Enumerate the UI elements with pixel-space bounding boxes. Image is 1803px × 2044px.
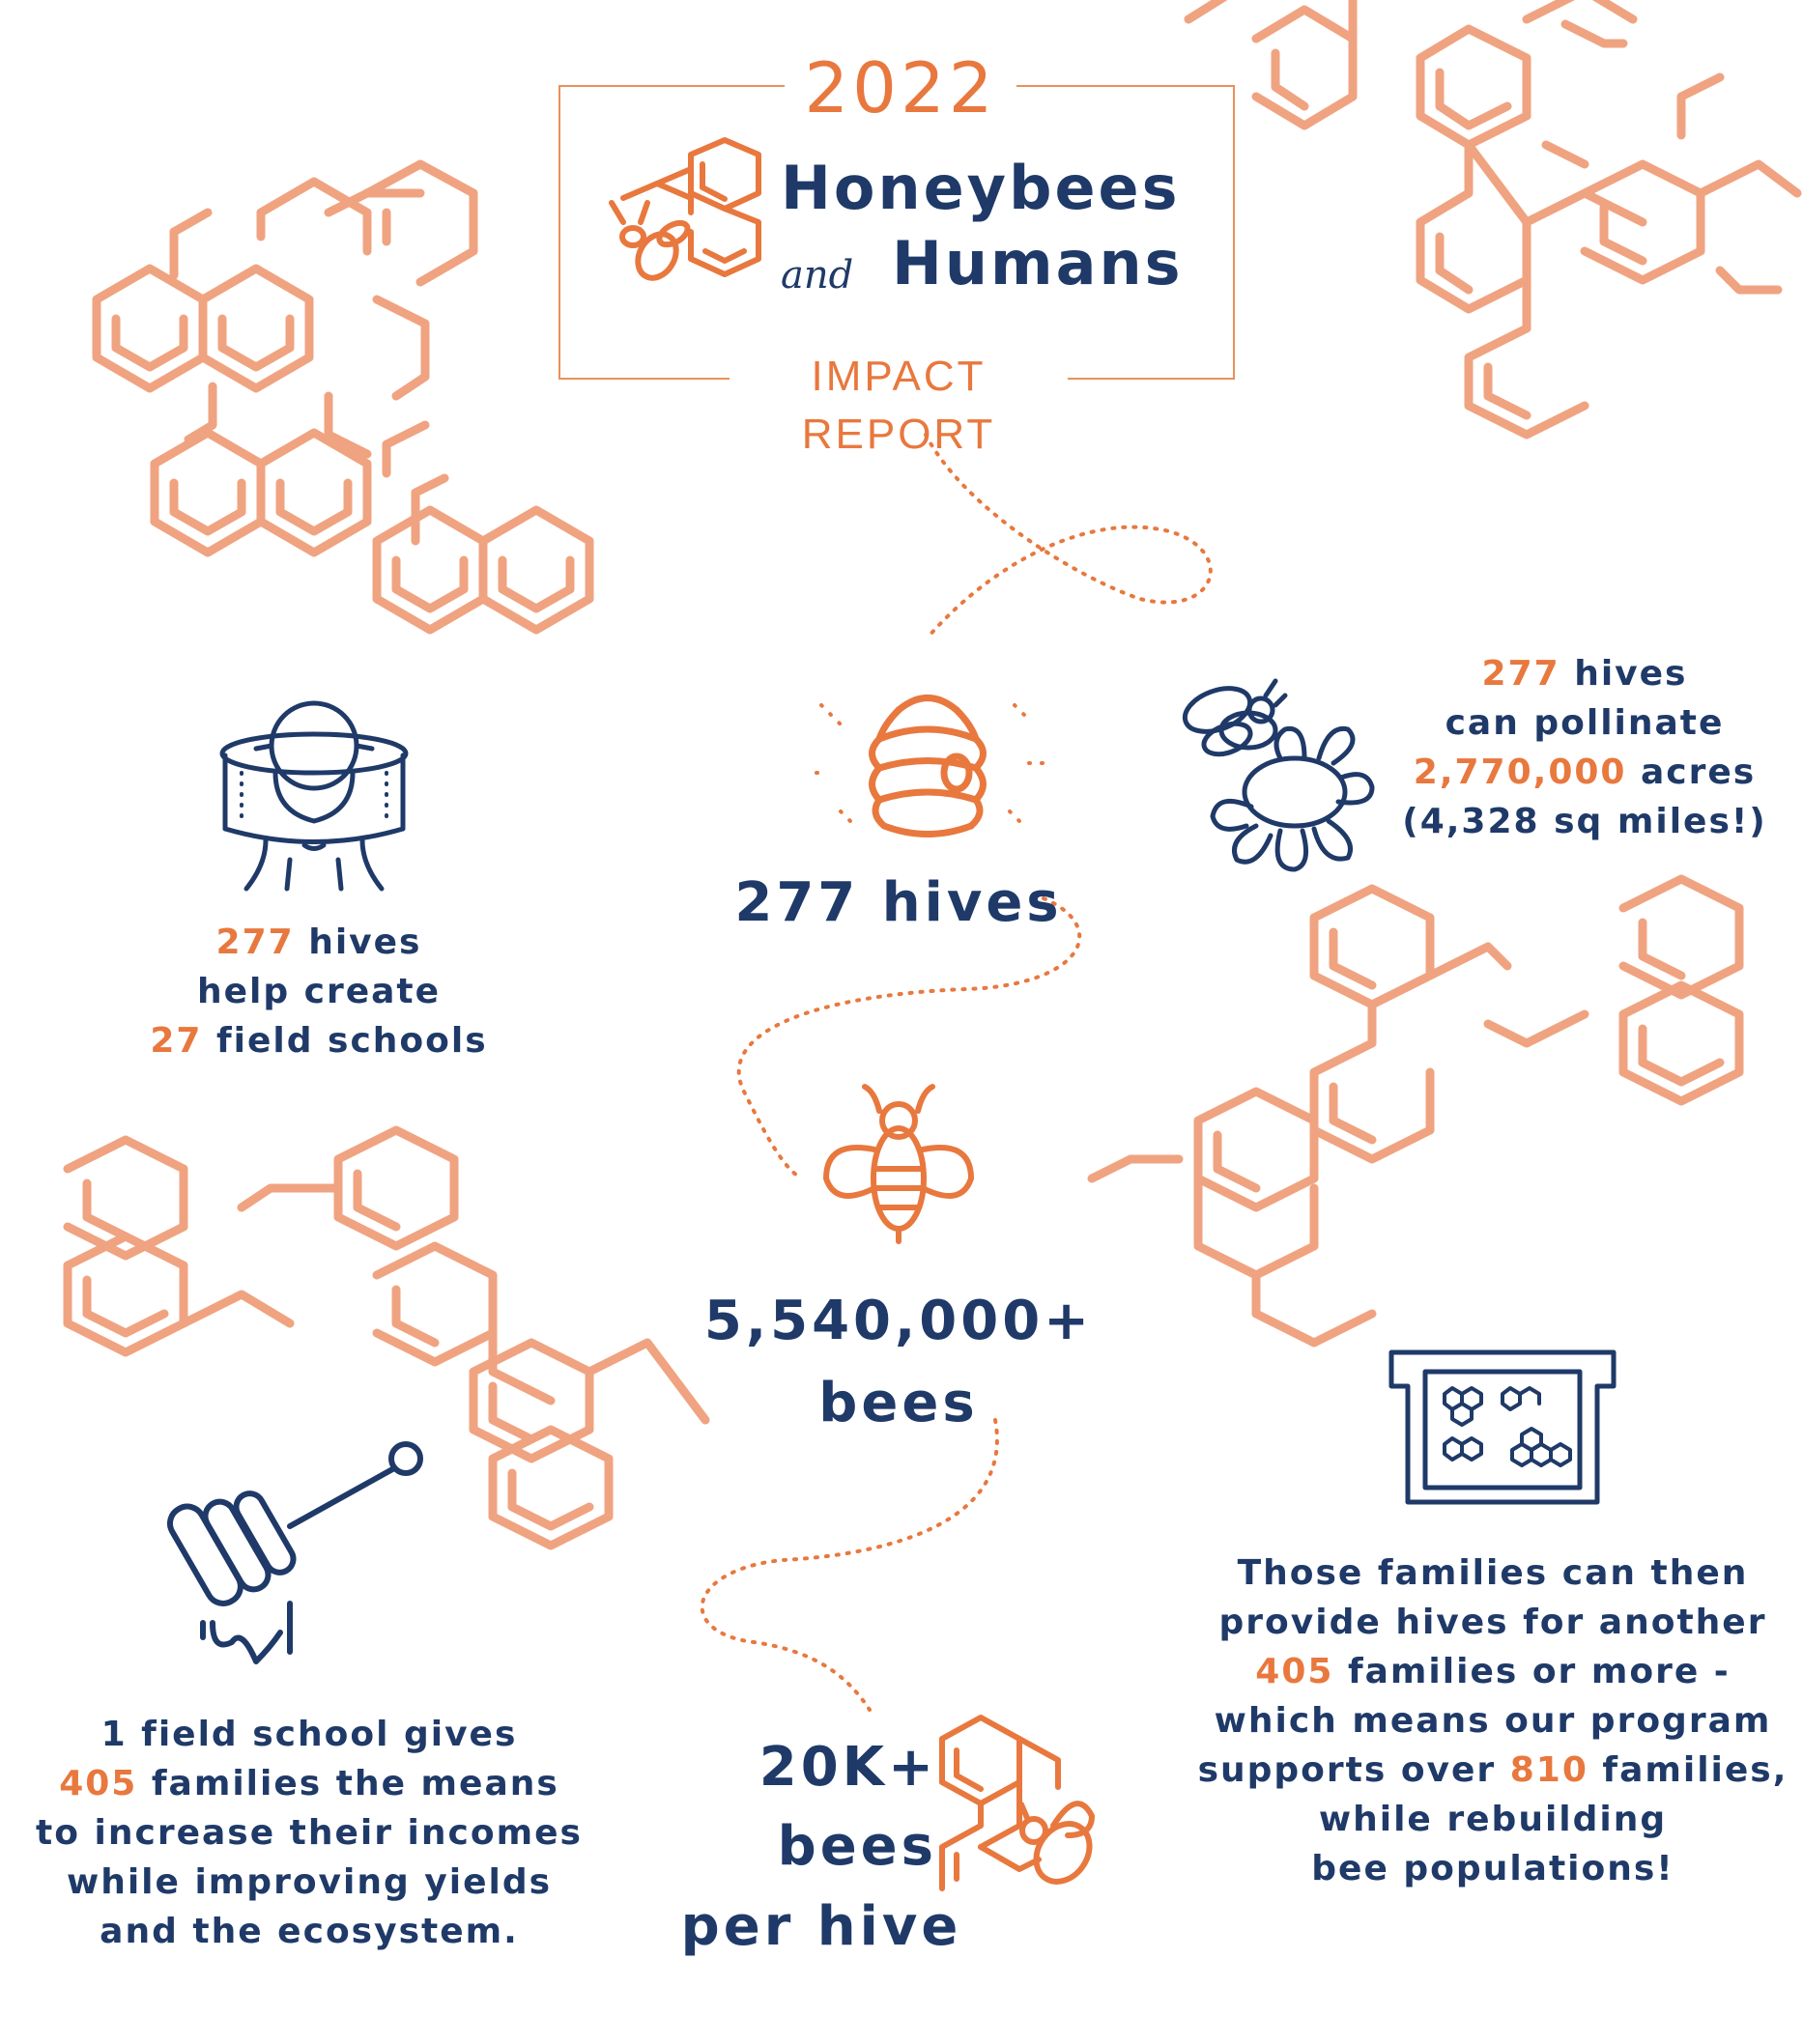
beekeeper-icon: [217, 686, 411, 898]
bee-hive-icon: [802, 667, 1053, 850]
honeycomb-decoration-top-right: [1179, 0, 1797, 444]
honeycomb-frame-icon: [1387, 1348, 1618, 1507]
honeycomb-decoration-middle-right: [1082, 889, 1759, 1352]
program-text: [1188, 1548, 1797, 1893]
per-hive-bees: bees: [777, 1815, 937, 1878]
pollination-line1: 277 hives: [1481, 654, 1688, 694]
program-line5: supports over 810 families,: [1197, 1750, 1789, 1790]
families-count: 405: [59, 1764, 138, 1803]
field-schools-line3: 27 field schools: [150, 1021, 488, 1061]
title-humans: Humans: [892, 228, 1184, 298]
program-total-families: 810: [1509, 1750, 1588, 1790]
honeycomb-logo-icon: [604, 145, 773, 290]
field-schools-count: 27: [150, 1021, 203, 1061]
title-honeybees: Honeybees: [781, 153, 1181, 223]
hives-headline: 277 hives: [734, 871, 1063, 934]
families-text: [29, 1710, 589, 1956]
families-line1: 1 field school gives: [100, 1715, 518, 1754]
honey-dipper-icon: [174, 1430, 444, 1671]
field-schools-line2: help create: [196, 972, 442, 1011]
families-line3: to increase their incomes: [36, 1813, 583, 1853]
pollination-acres: 2,770,000: [1413, 752, 1627, 792]
program-line3: 405 families or more -: [1255, 1652, 1731, 1691]
flight-path-bottom: [667, 1410, 1015, 1719]
program-line4: which means our program: [1214, 1701, 1772, 1741]
program-additional-families: 405: [1255, 1652, 1334, 1691]
program-line7: bee populations!: [1311, 1849, 1674, 1888]
field-schools-line1: 277 hives: [215, 923, 422, 962]
program-line1: Those families can then: [1237, 1553, 1749, 1593]
field-schools-text: [116, 918, 522, 1065]
families-line5: and the ecosystem.: [100, 1912, 519, 1951]
program-line6: while rebuilding: [1318, 1800, 1668, 1839]
report-subtitle: IMPACT REPORT: [730, 348, 1068, 406]
bee-on-flower-icon: [1159, 667, 1382, 879]
per-hive-label: per hive: [680, 1895, 962, 1958]
pollination-text: [1382, 649, 1788, 846]
bees-headline-number: 5,540,000+: [703, 1290, 1094, 1352]
families-line4: while improving yields: [66, 1862, 553, 1902]
pollination-line2: can pollinate: [1445, 703, 1725, 743]
per-hive-count: 20K+: [758, 1736, 937, 1799]
bees-headline-label: bees: [818, 1372, 979, 1434]
title-and: and: [781, 253, 854, 298]
bee-icon: [816, 1072, 981, 1265]
field-schools-hives-count: 277: [215, 923, 295, 962]
pollination-hives-count: 277: [1481, 654, 1560, 694]
program-line2: provide hives for another: [1218, 1603, 1767, 1642]
honeycomb-bee-icon: [913, 1710, 1106, 1893]
pollination-line3: 2,770,000 acres: [1413, 752, 1757, 792]
families-line2: 405 families the means: [59, 1764, 559, 1803]
pollination-line4: (4,328 sq miles!): [1402, 802, 1767, 841]
report-year: 2022: [785, 44, 1016, 131]
